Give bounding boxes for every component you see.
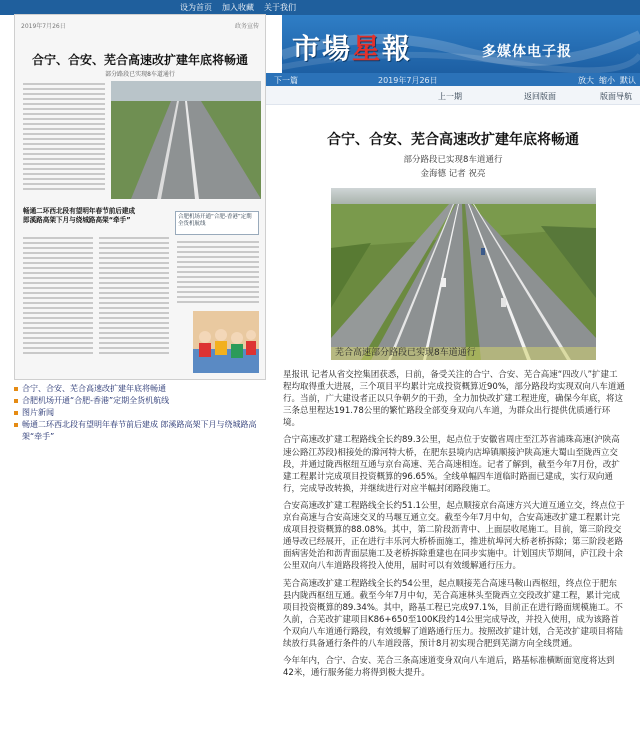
article-list-item[interactable]: 图片新闻: [14, 407, 264, 419]
article-paragraph: 今年年内，合宁、合安、芜合三条高速道变身双向八车道后，路基标准横断面宽度将达到42米，通行服务能力将得到极大提升。: [283, 656, 615, 679]
thumbnail-header: 2019年7月26日 政务宣传: [21, 23, 259, 30]
thumbnail-news-photo: [193, 311, 259, 373]
thumbnail-text-column-2: [23, 237, 93, 357]
article-list-item[interactable]: 畅通二环西北段有望明年春节前后建成 郎溪路高架下月与绕城路高架“牵手”: [14, 419, 264, 443]
masthead-logo: 市場星報: [292, 32, 413, 65]
top-links: [180, 2, 296, 13]
article-list-item[interactable]: 合宁、合安、芜合高速改扩建年底将畅通: [14, 383, 264, 395]
thumbnail-text-column-4: [177, 241, 259, 306]
prev-issue-link[interactable]: 上一期: [438, 92, 462, 101]
masthead-subtitle: 多媒体电子报: [482, 44, 572, 60]
about-us-link[interactable]: 关于我们: [264, 3, 296, 12]
article-title: 合宁、合安、芜合高速改扩建年底将畅通: [327, 132, 579, 148]
article-paragraph: 合安高速改扩建工程路线全长约51.1公里，起点顺接京台高速方兴大道互通立交，终点位于京台高速与合安高速交叉的马堰互通立交。截至今年7月中旬，合安高速改扩建工程累计完成项目投资概算的88.08%。其中，第二阶段沥青中、上面层收尾施工。目前，第三阶段交通导改已经展开，正在进行丰乐河大桥桥面施工，推进杭埠河大桥老桥拆除；第三阶段老路面病害处治和沥青面层施工及老桥拆除重建也在同步实施中。计划国庆节期间，庐江段十余公里双向八车道路段将投入使用，届时可以有效缓解通行压力。: [283, 500, 625, 572]
article-subtitle: 部分路段已实现8车道通行: [403, 155, 503, 165]
article-paragraph: 芜合高速改扩建工程路线全长约54公里，起点顺接芜合高速马鞍山西枢纽，终点位于肥东县内陇西枢纽互通。截至今年7月中旬，芜合高速林头至陇西立交段改扩建工程，累计完成项目投资概算的89.34%。其中，路基工程已完成97.1%，目前正在进行路面规模施工。不久前，合芜改扩建项目K86+650至100K段约14公里完成导改，并投入使用，成为该路首个双向八车道通行路段，有效缓解了道路通行压力。按照改扩建计划，合芜改扩建项目将陆续放行具备通行条件的八车道段落，预计8月初实现合肥到芜湖方向全线贯通。: [283, 578, 624, 649]
add-favorite-link[interactable]: 加入收藏: [222, 3, 254, 12]
article-author: 金海德 记者 祝亮: [420, 169, 486, 179]
top-bar: [0, 0, 640, 15]
zoom-out-button[interactable]: 缩小: [599, 76, 615, 85]
back-to-page-link[interactable]: 返回版面: [524, 92, 556, 101]
next-article-link[interactable]: 下一篇: [274, 76, 298, 85]
article-list-item[interactable]: 合肥机场开通“合肥-香港”定期全货机航线: [14, 395, 264, 407]
article-paragraph: 星报讯 记者从省交控集团获悉，日前，备受关注的合宁、合安、芜合高速“四改八”扩建工程均取得重大进展，三个项目平均累计完成投资概算近90%，部分路段均实现双向八车道通行。当前，广大建设者正以只争朝夕的干劲，全力加快改扩建工程进度，确保今年底，将这三条总里程达191.78公里的繁忙路段全部变身双向八车道，为群众出行提供优质通行环境。: [283, 370, 625, 429]
date-bar: [266, 73, 640, 86]
thumbnail-text-column-3: [99, 237, 169, 357]
thumbnail-headline: 合宁、合安、芜合高速改扩建年底将畅通: [31, 53, 248, 67]
thumbnail-highway-photo: [111, 81, 261, 199]
set-homepage-link[interactable]: 设为首页: [180, 3, 212, 12]
issue-nav: [266, 86, 640, 105]
page-thumbnail[interactable]: [14, 14, 266, 380]
issue-date: 2019年7月26日: [378, 76, 438, 85]
zoom-controls: [578, 75, 636, 86]
thumbnail-text-column: [23, 83, 105, 193]
thumbnail-second-headline: 畅通二环西北段有望明年春节前后建成 郎溪路高架下月与绕城路高架“牵手”: [23, 207, 136, 224]
highway-photo: [331, 188, 596, 360]
article-list: [14, 383, 264, 443]
masthead-banner: [282, 15, 640, 73]
article-paragraph: 合宁高速改扩建工程路线全长约89.3公里，起点位于安徽省周庄至江苏省浦珠高速(沪陕高速公路江苏段)相接处的滁河特大桥，在肥东县境内店埠镇顺接沪陕高速大蜀山至陇西立交段，并通过陇西枢纽互通与京台高速、芜合高速相连。记者了解到，截至今年7月份，改扩建工程累计完成项目投资概算的96.65%。全线单幅四车道临时路面已建成，实行双向通行，完成导改转换，并继续进行对应半幅封闭路段施工。: [283, 435, 620, 494]
article-photo: [331, 188, 596, 360]
thumbnail-subheadline: 部分路段已实现8车道通行: [105, 71, 175, 78]
zoom-in-button[interactable]: 放大: [578, 76, 594, 85]
photo-caption: 芜合高速部分路段已实现8车道通行: [331, 347, 596, 360]
zoom-default-button[interactable]: 默认: [620, 76, 636, 85]
page-nav-link[interactable]: 版面导航: [600, 92, 632, 101]
article-body: [283, 369, 625, 684]
thumbnail-sidebar-box: 合肥机场开通“合肥-香港”定期全货机航线: [175, 211, 259, 235]
